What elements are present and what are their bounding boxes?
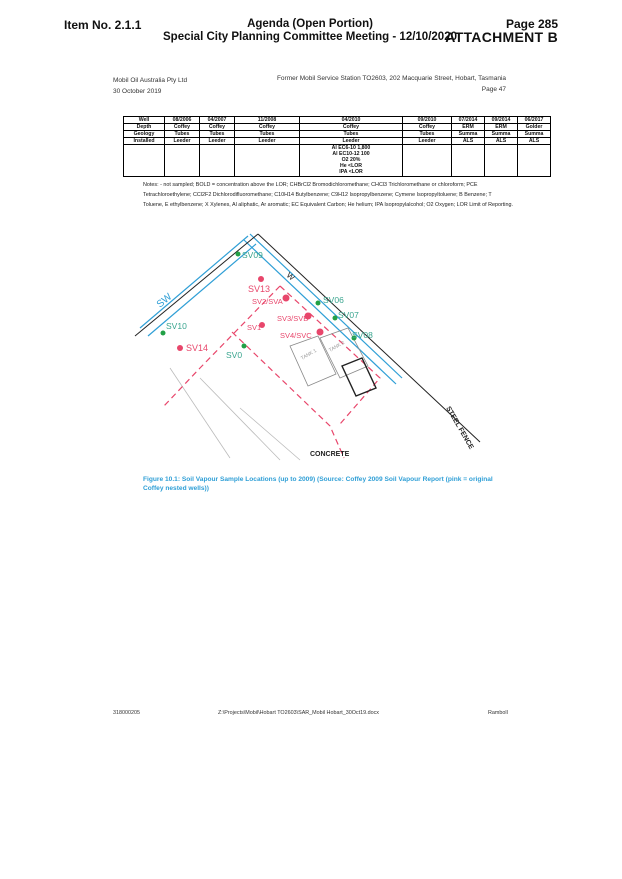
sample-point-sv14 — [177, 345, 183, 351]
label-sv2: SV2/SVA — [252, 297, 283, 306]
cell: Tubes — [165, 131, 200, 138]
table-row — [124, 131, 551, 138]
file-path: Z:\Projects\Mobil\Hobart TO2603\SAR_Mobil Hobart_30Oct19.docx — [218, 710, 379, 716]
cell: 06/2017 — [518, 117, 551, 124]
result-line: Al EC6-10 1,800 — [331, 145, 371, 151]
sample-point-sv0x — [242, 344, 247, 349]
cell: 09/2014 — [485, 117, 518, 124]
cell: ALS — [452, 138, 485, 145]
well-table — [123, 116, 551, 177]
cell — [403, 145, 452, 177]
report-page: Page 47 — [481, 86, 506, 93]
figure-caption: Figure 10.1: Soil Vapour Sample Locations (up to 2009) (Source: Coffey 2009 Soil Vapour Report (pink = original Coffey nested wells)) — [143, 476, 493, 492]
water-line — [244, 240, 396, 384]
result-line: IPA <LOR — [339, 169, 363, 175]
tank-outline — [290, 336, 336, 386]
result-line: Al EC10-12 100 — [332, 151, 370, 157]
site-name: Former Mobil Service Station TO2603, 202 Macquarie Street, Hobart, Tasmania — [276, 75, 506, 82]
cell: ALS — [485, 138, 518, 145]
row-label: Geology — [124, 131, 165, 138]
table-row — [124, 124, 551, 131]
brand-name: Ramboll — [488, 710, 508, 716]
label-sv10: SV10 — [166, 321, 187, 331]
boundary-line — [240, 408, 300, 460]
cell: 11/2008 — [235, 117, 300, 124]
sample-point-sv07 — [333, 316, 338, 321]
boundary-line — [200, 378, 280, 460]
sample-point-sv2 — [283, 295, 290, 302]
cell: Coffey — [300, 124, 403, 131]
label-w: W — [284, 270, 297, 283]
label-sw: SW — [154, 291, 175, 311]
result-line: O2 20% — [341, 157, 361, 163]
cell: Tubes — [403, 131, 452, 138]
agenda-title — [160, 18, 460, 44]
cell: Leeder — [165, 138, 200, 145]
site-boundary — [232, 332, 344, 458]
result-cell — [300, 145, 403, 177]
site-map — [130, 228, 500, 464]
cell: Summa — [518, 131, 551, 138]
label-sv07: SV07 — [338, 310, 359, 320]
cell: Summa — [485, 131, 518, 138]
label-sv4: SV4/SVC — [280, 331, 312, 340]
stormwater-line — [140, 236, 248, 328]
project-number: 318000205 — [113, 710, 140, 716]
cell — [200, 145, 235, 177]
tank-label: TANK 2 — [328, 339, 346, 354]
cell: 07/2014 — [452, 117, 485, 124]
cell: Leeder — [403, 138, 452, 145]
cell: Leeder — [235, 138, 300, 145]
label-sv14: SV14 — [186, 343, 209, 353]
boundary-line — [170, 368, 230, 458]
label-sv09: SV09 — [242, 250, 263, 260]
sample-point-sv13 — [258, 276, 264, 282]
cell: 04/2007 — [200, 117, 235, 124]
agenda-line-1: Agenda (Open Portion) — [247, 18, 373, 30]
cell: Golder — [518, 124, 551, 131]
label-sv06: SV06 — [323, 295, 344, 305]
sample-point-sv06 — [316, 301, 321, 306]
cell: Leeder — [200, 138, 235, 145]
road-edge — [135, 234, 258, 336]
report-date: 30 October 2019 — [113, 88, 162, 95]
cell — [235, 145, 300, 177]
cell — [518, 145, 551, 177]
cell: Tubes — [200, 131, 235, 138]
cell: Coffey — [403, 124, 452, 131]
result-line: He <LOR — [339, 163, 363, 169]
table-notes: Notes: - not sampled; BOLD = concentration above the LOR; CHBrCl2 Bromodichloromethane; CHCl3 Trichloromethane or chloroform; PCE Tetrachloroethylene; CCl2F2 Dichlorodifluoromethane; C10H14 Butylbenzene; C9H12 Isopropylbenzene; Cymene Isopropyltoluene; B Benzene; T Toluene, E ethylbenzene; X Xylenes, Al aliphatic, Ar aromatic; EC Equivalent Carbon; He helium; IPA Isopropylalcohol; O2 Oxygen; LOR Limit of Reporting. — [143, 182, 513, 208]
cell: ERM — [485, 124, 518, 131]
cell: Summa — [452, 131, 485, 138]
cell: Leeder — [300, 138, 403, 145]
cell: Coffey — [165, 124, 200, 131]
label-sv08: SV08 — [352, 330, 373, 340]
cell: Coffey — [235, 124, 300, 131]
company-name: Mobil Oil Australia Pty Ltd — [113, 77, 188, 84]
item-number: Item No. 2.1.1 — [64, 18, 142, 32]
page-number: Page 285 — [505, 17, 558, 31]
sample-point-sv09 — [236, 252, 241, 257]
row-label-blank — [124, 145, 165, 177]
cell — [485, 145, 518, 177]
cell — [452, 145, 485, 177]
label-sv3: SV3/SVB — [277, 314, 309, 323]
cell: 09/2010 — [403, 117, 452, 124]
sample-point-sv4 — [317, 329, 324, 336]
cell: ALS — [518, 138, 551, 145]
row-label: Depth — [124, 124, 165, 131]
table-row — [124, 117, 551, 124]
cell — [165, 145, 200, 177]
stormwater-line — [148, 244, 256, 336]
cell: Tubes — [235, 131, 300, 138]
table-row — [124, 145, 551, 177]
row-label: Well — [124, 117, 165, 124]
row-label: Installed — [124, 138, 165, 145]
label-concrete: CONCRETE — [310, 451, 350, 458]
cell: 08/2006 — [165, 117, 200, 124]
tank-label: TANK 1 — [300, 347, 318, 362]
label-steel-fence: STEEL FENCE — [444, 405, 475, 451]
cell: Coffey — [200, 124, 235, 131]
attachment-label: ATTACHMENT B — [445, 29, 558, 45]
agenda-line-2: Special City Planning Committee Meeting - 12/10/2020 — [163, 31, 457, 43]
label-sv13: SV13 — [248, 284, 271, 294]
water-line — [250, 234, 402, 378]
cell: Tubes — [300, 131, 403, 138]
label-sv1: SV1 — [247, 323, 262, 332]
building-outline — [342, 358, 376, 396]
table-row — [124, 138, 551, 145]
cell: 04/2010 — [300, 117, 403, 124]
sample-point-sv10 — [161, 331, 166, 336]
page-info — [445, 18, 558, 44]
label-sv0x: SV0 — [226, 350, 243, 360]
cell: ERM — [452, 124, 485, 131]
